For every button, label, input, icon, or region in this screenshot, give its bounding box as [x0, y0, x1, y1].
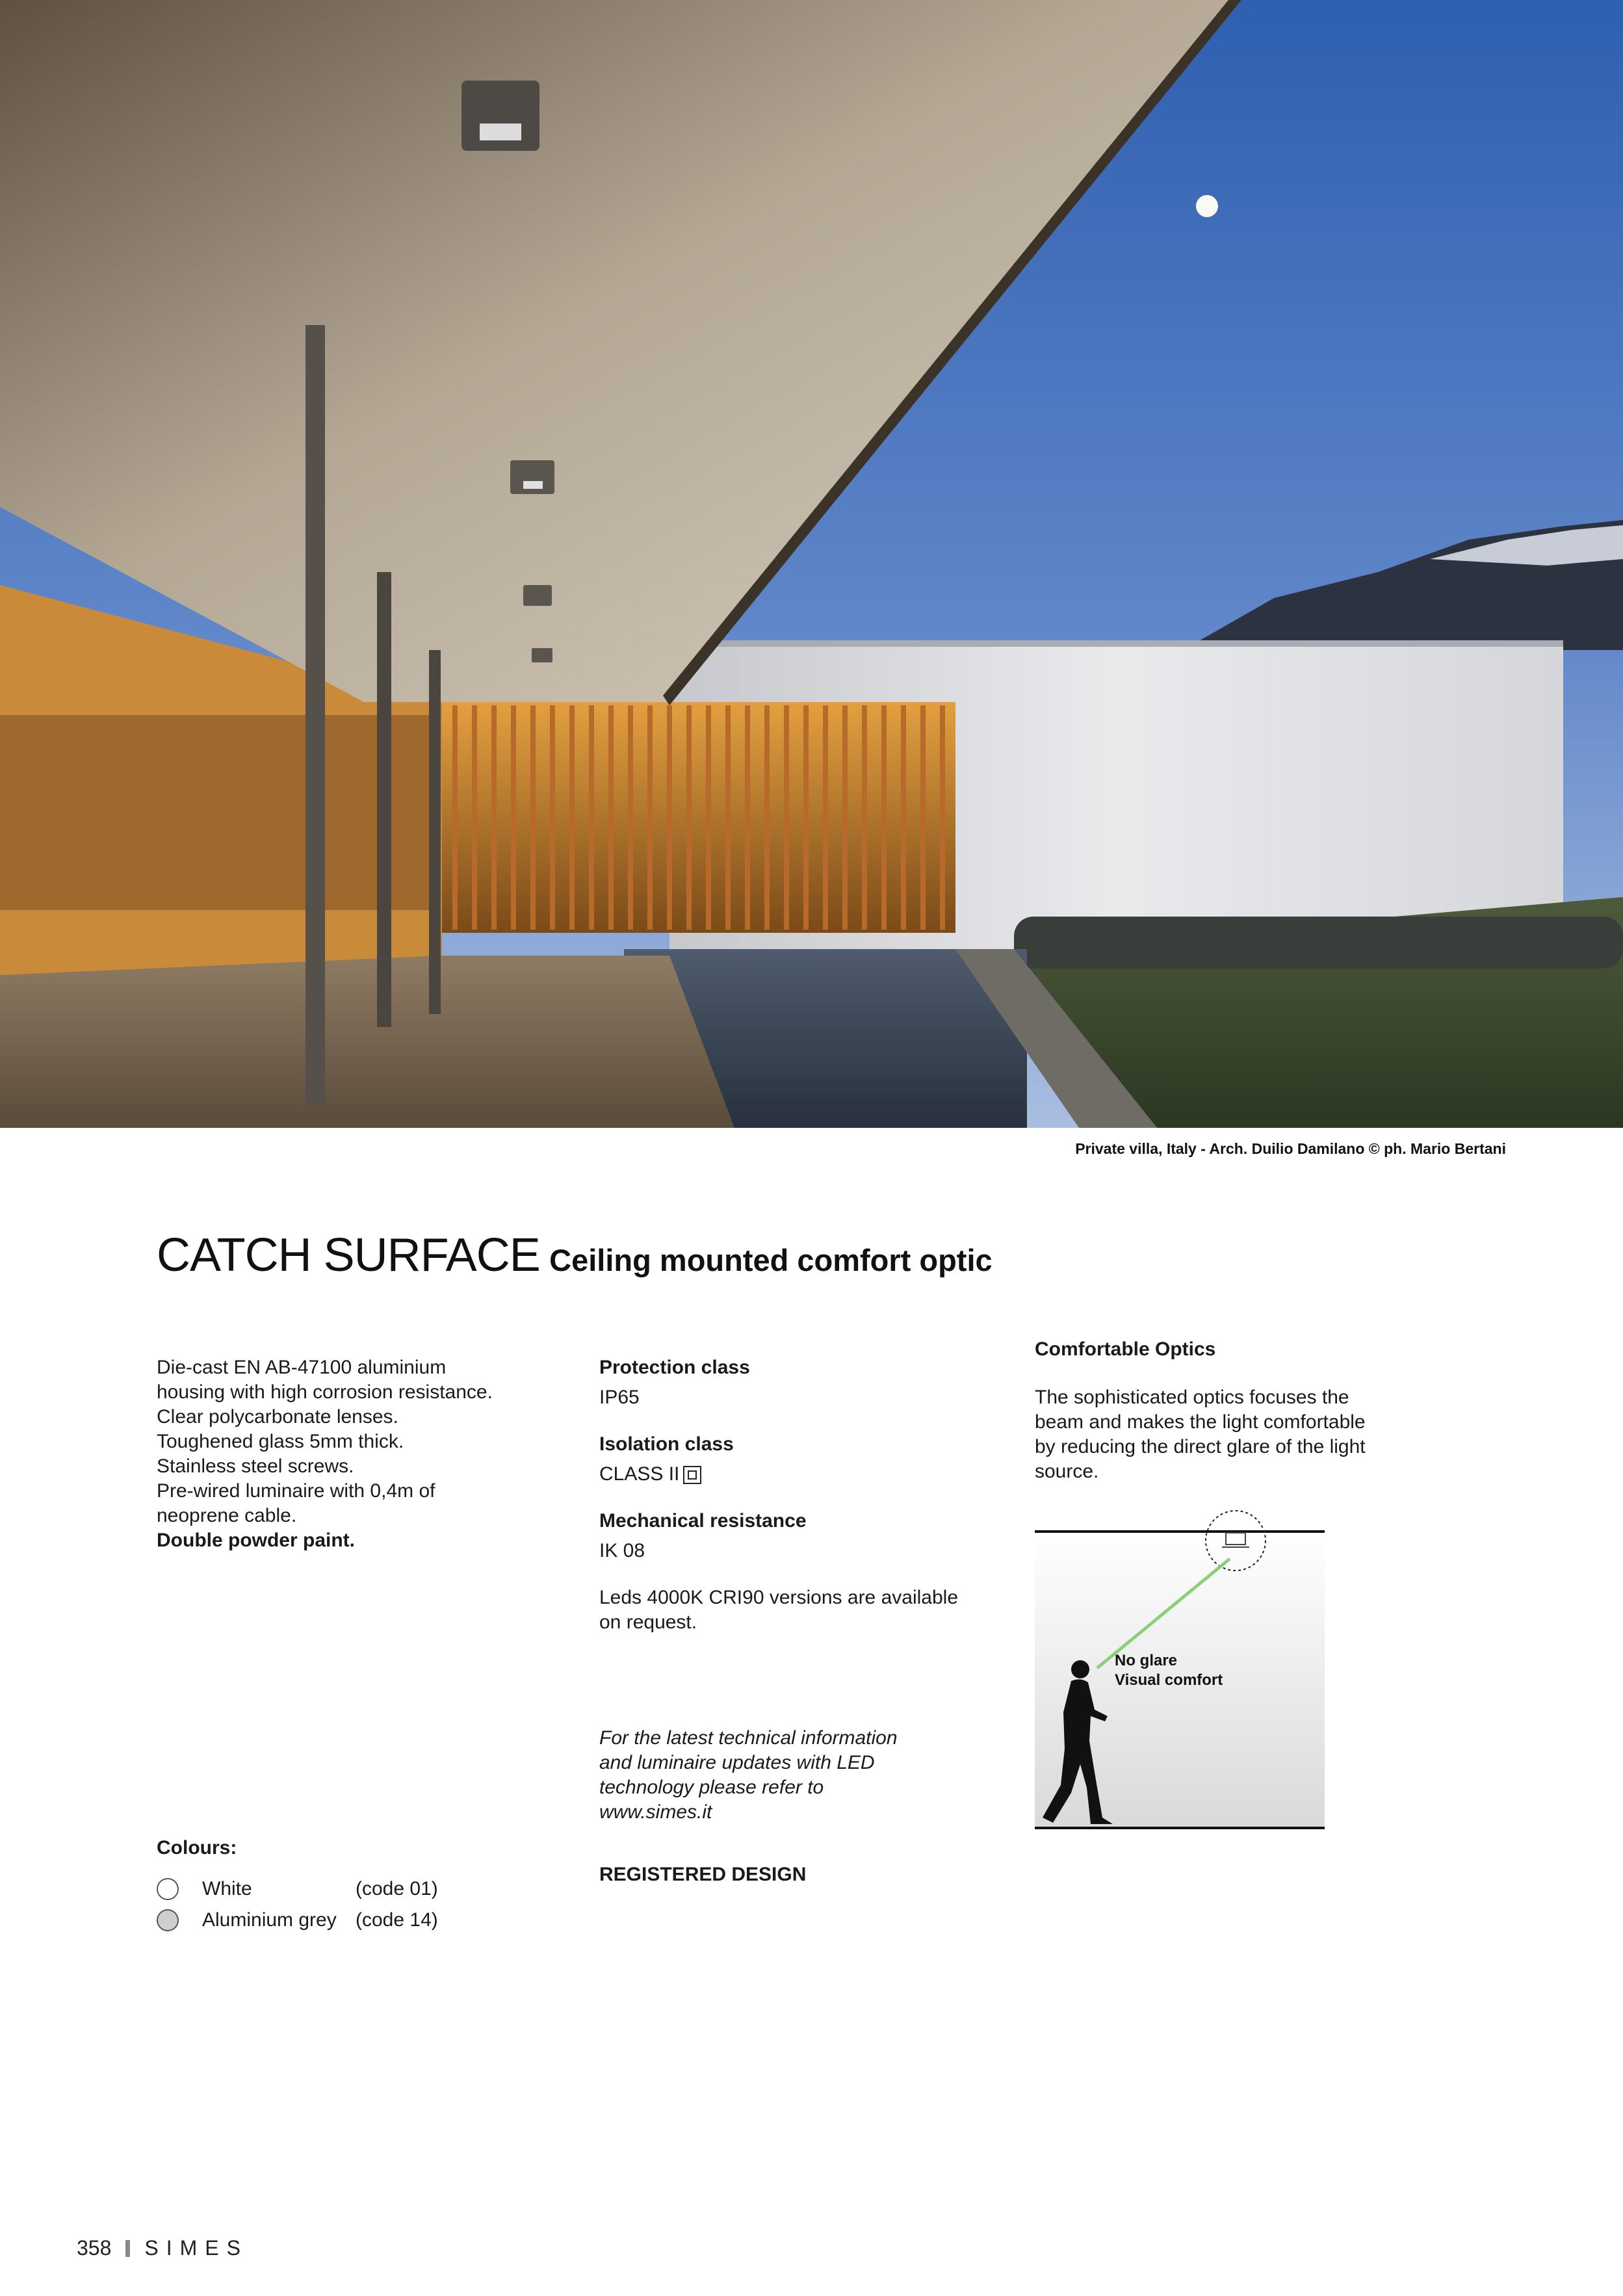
protection-class-value: IP65 — [599, 1387, 640, 1408]
isolation-class-label: Isolation class — [599, 1433, 734, 1455]
description-line: housing with high corrosion resistance. — [157, 1381, 493, 1403]
optics-line: by reducing the direct glare of the light — [1035, 1436, 1366, 1457]
villa-photo-image — [0, 0, 1623, 1128]
page-footer — [77, 2236, 248, 2260]
hero-photo — [0, 0, 1623, 1128]
description-column — [157, 1355, 560, 1553]
description-line: Clear polycarbonate lenses. — [157, 1406, 398, 1428]
registered-design: REGISTERED DESIGN — [599, 1864, 807, 1885]
optics-title: Comfortable Optics — [1035, 1338, 1216, 1360]
colours-section — [157, 1837, 438, 1936]
colour-option-white — [157, 1873, 438, 1905]
mechanical-resistance-label: Mechanical resistance — [599, 1510, 807, 1532]
colour-code: (code 14) — [356, 1909, 438, 1931]
description-line: Die-cast EN AB-47100 aluminium — [157, 1357, 447, 1378]
brand-name: SIMES — [144, 2236, 248, 2260]
visual-comfort-label: Visual comfort — [1115, 1671, 1223, 1689]
product-subtitle: Ceiling mounted comfort optic — [549, 1243, 993, 1277]
photo-caption: Private villa, Italy - Arch. Duilio Damilano © ph. Mario Bertani — [1075, 1140, 1506, 1157]
isolation-class-value: CLASS II — [599, 1463, 680, 1485]
class-ii-icon — [683, 1466, 701, 1484]
page-number: 358 — [77, 2236, 112, 2260]
info-note: For the latest technical information — [599, 1727, 898, 1749]
isolation-class-row — [599, 1462, 1002, 1487]
optics-column — [1035, 1337, 1399, 1484]
product-title-row — [157, 1229, 993, 1282]
description-line: neoprene cable. — [157, 1505, 297, 1526]
colour-name: White — [202, 1878, 252, 1899]
protection-class-label: Protection class — [599, 1357, 750, 1378]
description-highlight: Double powder paint. — [157, 1530, 355, 1551]
optics-line: The sophisticated optics focuses the — [1035, 1387, 1349, 1408]
mechanical-resistance-value: IK 08 — [599, 1540, 645, 1561]
aluminium-grey-swatch — [157, 1909, 179, 1931]
optics-line: beam and makes the light comfortable — [1035, 1411, 1366, 1433]
leds-note: Leds 4000K CRI90 versions are available — [599, 1587, 958, 1608]
colour-option-aluminium-grey — [157, 1905, 438, 1936]
colour-code: (code 01) — [356, 1878, 438, 1899]
optics-line: source. — [1035, 1461, 1099, 1482]
website-link[interactable]: www.simes.it — [599, 1801, 712, 1823]
description-line: Toughened glass 5mm thick. — [157, 1431, 404, 1452]
footer-separator — [125, 2240, 130, 2257]
white-swatch — [157, 1878, 179, 1900]
description-line: Stainless steel screws. — [157, 1455, 354, 1477]
colours-title: Colours: — [157, 1837, 237, 1859]
leds-note: on request. — [599, 1611, 697, 1633]
specs-column — [599, 1355, 1002, 1887]
description-line: Pre-wired luminaire with 0,4m of — [157, 1480, 435, 1502]
info-note: and luminaire updates with LED — [599, 1752, 875, 1773]
no-glare-label: No glare — [1115, 1652, 1178, 1669]
info-note: technology please refer to — [599, 1777, 824, 1798]
glare-diagram — [1035, 1507, 1325, 1836]
colour-name: Aluminium grey — [202, 1909, 337, 1931]
product-name: CATCH SURFACE — [157, 1229, 540, 1281]
diagram-label-no-glare — [1115, 1651, 1223, 1690]
